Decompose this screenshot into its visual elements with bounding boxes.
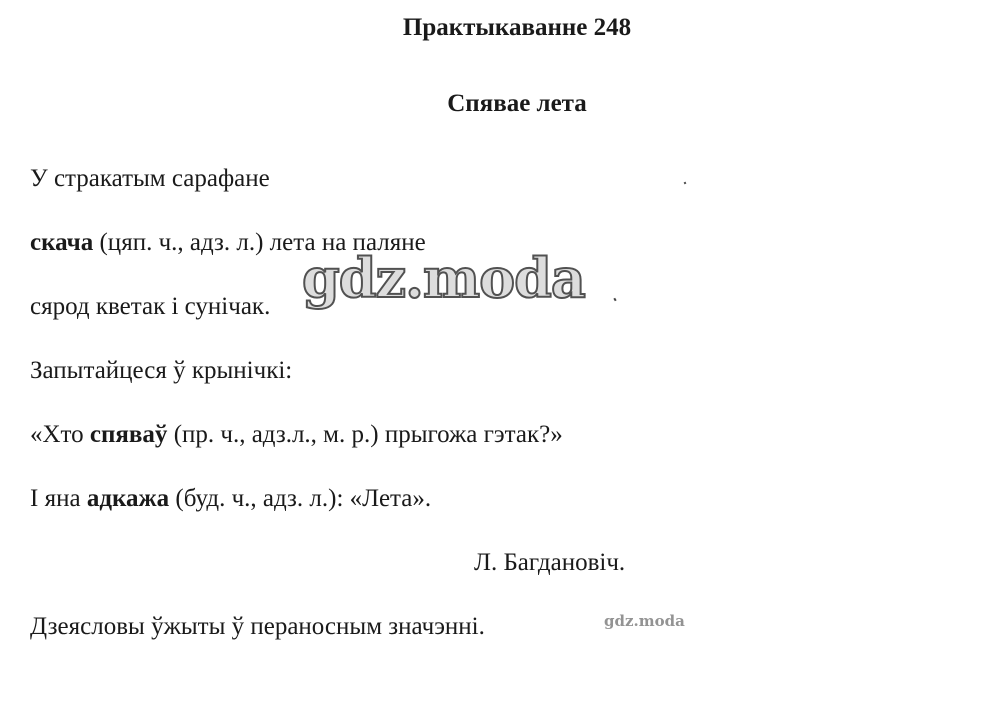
poem-line-6 — [30, 484, 431, 514]
line-text: (цяп. ч., адз. л.) лета на паляне — [93, 229, 426, 256]
line-text: (пр. ч., адз.л., м. р.) прыгожа гэтак?» — [167, 421, 563, 448]
verb-bold: спяваў — [89, 421, 168, 448]
line-prefix: І яна — [30, 485, 87, 512]
verb-bold: адкажа — [86, 485, 170, 512]
exercise-note: Дзеясловы ўжыты ў пераносным значэнні. — [30, 613, 485, 640]
scan-speck — [684, 182, 687, 185]
line-text: сярод кветак і сунічак. — [30, 293, 271, 320]
watermark-large: gdz.moda — [302, 246, 585, 310]
poem-line-5 — [30, 420, 563, 450]
watermark-small: gdz.moda — [604, 612, 685, 630]
line-text: У стракатым сарафане — [30, 165, 270, 192]
poem-line-3 — [30, 292, 270, 322]
scan-speck — [613, 298, 616, 302]
poem-title: Спявае лета — [447, 90, 587, 117]
poem-author: Л. Багдановіч. — [474, 549, 626, 576]
line-text: Запытайцеся ў крынічкі: — [30, 357, 293, 384]
line-text: (буд. ч., адз. л.): «Лета». — [169, 485, 432, 512]
line-prefix: «Хто — [30, 421, 90, 448]
verb-bold: скача — [30, 229, 94, 256]
poem-line-1 — [30, 164, 270, 194]
poem-line-4 — [30, 356, 292, 386]
poem-line-2 — [30, 228, 426, 258]
exercise-title: Практыкаванне 248 — [402, 14, 632, 41]
